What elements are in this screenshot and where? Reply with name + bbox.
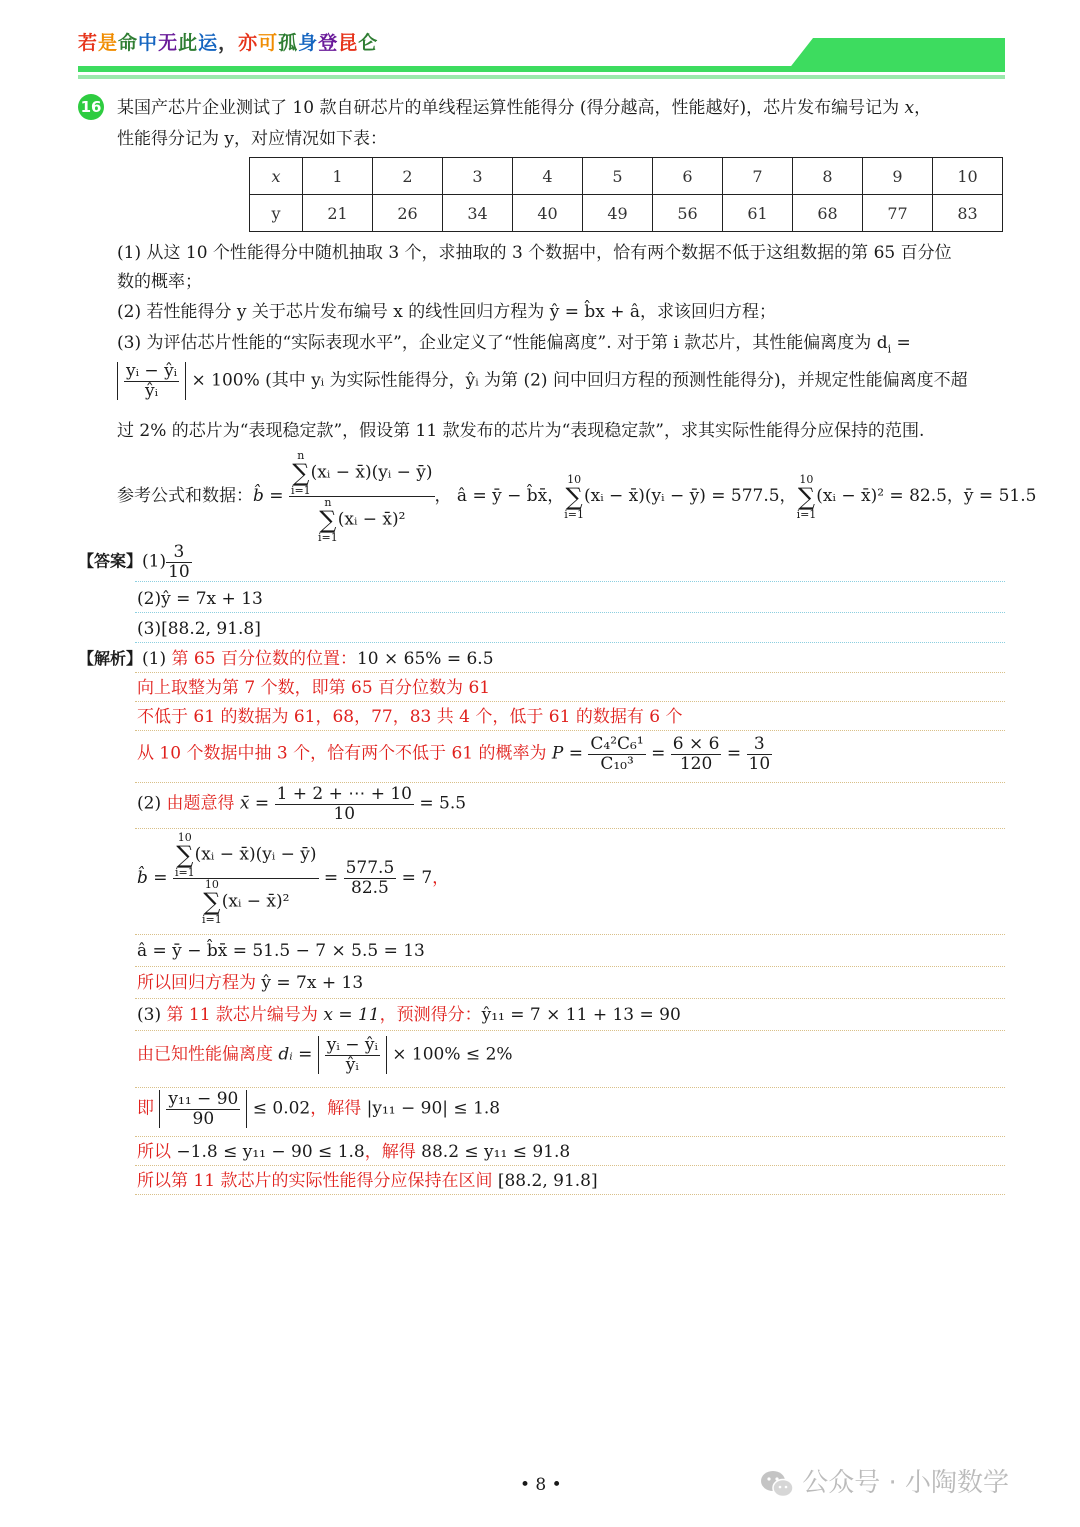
table-header-y: y [250, 195, 303, 232]
analysis-line-11: 即 $\frac{\text{y₁₁ − 90}}{90}$ ≤ 0.02，解得 |y₁₁ − 90| ≤ 1.8 [137, 1089, 501, 1129]
question-number-badge: 16 [78, 94, 104, 120]
slogan-char: 仑 [358, 32, 379, 54]
table-cell: 83 [933, 195, 1003, 232]
part-2-line: (2) 若性能得分 y 关于芯片发布编号 x 的线性回归方程为 ŷ = b̂x + â，求该回归方程； [117, 302, 777, 322]
table-cell: 26 [373, 195, 443, 232]
divider [135, 998, 1005, 999]
analysis-line-13: 所以第 11 款芯片的实际性能得分应保持在区间 [88.2, 91.8] [137, 1171, 598, 1191]
table-header-x: x [250, 158, 303, 195]
divider [135, 642, 1005, 643]
slogan-char: 命 [118, 32, 139, 54]
analysis-line-10: 由已知性能偏离度 dᵢ = $\frac{\text{yᵢ − ŷᵢ}}{\text{ŷᵢ}}$ × 100% ≤ 2% [137, 1035, 513, 1075]
analysis-line-3: 不低于 61 的数据为 61，68，77，83 共 4 个，低于 61 的数据有 6 个 [137, 707, 683, 727]
answer-1: 【答案】(1) $\frac{3}{10}$ [78, 542, 190, 582]
slogan-char: 孤 [278, 32, 299, 54]
slogan-char: 昆 [338, 32, 359, 54]
divider [135, 701, 1005, 702]
analysis-label: 【解析】 [78, 649, 143, 668]
divider [135, 730, 1005, 731]
analysis-line-1: 【解析】(1) 第 65 百分位数的位置：10 × 65% = 6.5 [78, 649, 494, 669]
analysis-line-2: 向上取整为第 7 个数，即第 65 百分位数为 61 [137, 678, 491, 698]
table-row-y [250, 195, 1003, 232]
divider [135, 581, 1005, 582]
deviation-abs: $\frac{\text{yᵢ − ŷᵢ}}{\text{ŷᵢ}}$ [117, 362, 186, 400]
divider [135, 966, 1005, 967]
analysis-line-7: â = ȳ − b̂x̄ = 51.5 − 7 × 5.5 = 13 [137, 941, 425, 961]
slogan-char: 可 [258, 32, 279, 54]
table-cell: 49 [583, 195, 653, 232]
table-cell: 8 [793, 158, 863, 195]
part-1-line-b: 数的概率； [117, 272, 202, 292]
slogan-char: 无 [158, 32, 179, 54]
divider [135, 672, 1005, 673]
analysis-line-12: 所以 −1.8 ≤ y₁₁ − 90 ≤ 1.8，解得 88.2 ≤ y₁₁ ≤ 91.8 [137, 1142, 571, 1162]
part-3-line-a: (3) 为评估芯片性能的“实际表现水平”，企业定义了“性能偏离度”. 对于第 i 款芯片，其性能偏离度为 $d_i$ = [117, 333, 911, 356]
table-cell: 2 [373, 158, 443, 195]
divider [135, 1136, 1005, 1137]
table-cell: 4 [513, 158, 583, 195]
slogan-char: 中 [138, 32, 159, 54]
analysis-line-9: (3) 第 11 款芯片编号为 x = 11，预测得分：ŷ₁₁ = 7 × 11 + 13 = 90 [137, 1005, 681, 1025]
divider [135, 1030, 1005, 1031]
table-cell: 9 [863, 158, 933, 195]
analysis-line-6: b̂ = 10 ∑ i=1(xᵢ − x̄)(yᵢ − ȳ) 10 ∑ i=1(xᵢ − x̄)² = $\frac{577.5}{82.5}$ = 7， [137, 831, 450, 926]
analysis-line-5: (2) 由题意得 x̄ = $\frac{1 + 2 + \cdots + 10}{10}$ = 5.5 [137, 784, 467, 824]
part-3-line-b: $\frac{\text{yᵢ − ŷᵢ}}{\text{ŷᵢ}}$ × 100% (其中 yᵢ 为实际性能得分，ŷᵢ 为第 (2) 问中回归方程的预测性能得分)，并规定性能偏离度不超 [117, 362, 968, 400]
slogan-char: 身 [298, 32, 319, 54]
slogan-char: 若 [78, 32, 99, 54]
divider [135, 782, 1005, 783]
table-cell: 61 [723, 195, 793, 232]
answer-label: 【答案】 [78, 551, 143, 571]
slogan-char: 是 [98, 32, 119, 54]
table-cell: 6 [653, 158, 723, 195]
answer-3: (3)[88.2, 91.8] [137, 619, 261, 639]
table-cell: 7 [723, 158, 793, 195]
question-intro-2: 性能得分记为 y，对应情况如下表： [117, 129, 388, 149]
table-cell: 77 [863, 195, 933, 232]
watermark: 公众号 · 小陶数学 [760, 1462, 1009, 1499]
table-cell: 34 [443, 195, 513, 232]
reference-formula: 参考公式和数据：b̂ = n ∑ i=1(xᵢ − x̄)(yᵢ − ȳ) n ∑ i=1(xᵢ − x̄)² ， â = ȳ − b̂x̄，10 ∑ i=1(xᵢ − x̄)(yᵢ − ȳ) = 577.5，10 ∑ i=1(xᵢ − x̄)² = 82.5，ȳ = 51.5 [117, 449, 1037, 544]
divider [135, 1194, 1005, 1195]
page-number: • 8 • [520, 1475, 562, 1495]
slogan-char: 登 [318, 32, 339, 54]
slogan-char: 运 [198, 32, 219, 54]
divider [135, 934, 1005, 935]
divider [135, 1087, 1005, 1088]
table-cell: 10 [933, 158, 1003, 195]
table-row-x [250, 158, 1003, 195]
table-cell: 40 [513, 195, 583, 232]
part-3-line-c: 过 2% 的芯片为“表现稳定款”，假设第 11 款发布的芯片为“表现稳定款”，求其实际性能得分应保持的范围. [117, 421, 925, 441]
analysis-line-4: 从 10 个数据中抽 3 个，恰有两个不低于 61 的概率为 P = $\frac{\text{C₄²C₆¹}}{\text{C₁₀³}}$ = $\frac{6 \times 6}{120}$ = $\frac{3}{10}$ [137, 734, 771, 774]
answer-2: (2)ŷ = 7x + 13 [137, 589, 263, 609]
wechat-icon [760, 1469, 794, 1499]
question-intro-1: 某国产芯片企业测试了 10 款自研芯片的单线程运算性能得分 (得分越高，性能越好)，芯片发布编号记为 x， [117, 98, 932, 118]
table-cell: 3 [443, 158, 513, 195]
data-table [249, 157, 1003, 232]
table-cell: 21 [303, 195, 373, 232]
table-cell: 1 [303, 158, 373, 195]
header-band [78, 38, 1005, 80]
divider [135, 612, 1005, 613]
part-1-line-a: (1) 从这 10 个性能得分中随机抽取 3 个，求抽取的 3 个数据中，恰有两个数据不低于这组数据的第 65 百分位 [117, 243, 952, 263]
divider [135, 828, 1005, 829]
table-cell: 5 [583, 158, 653, 195]
analysis-line-8: 所以回归方程为 ŷ = 7x + 13 [137, 973, 364, 993]
table-cell: 56 [653, 195, 723, 232]
slogan-char: ， [218, 32, 239, 54]
table-cell: 68 [793, 195, 863, 232]
divider [135, 1165, 1005, 1166]
slogan-char: 亦 [238, 32, 259, 54]
slogan-char: 此 [178, 32, 199, 54]
